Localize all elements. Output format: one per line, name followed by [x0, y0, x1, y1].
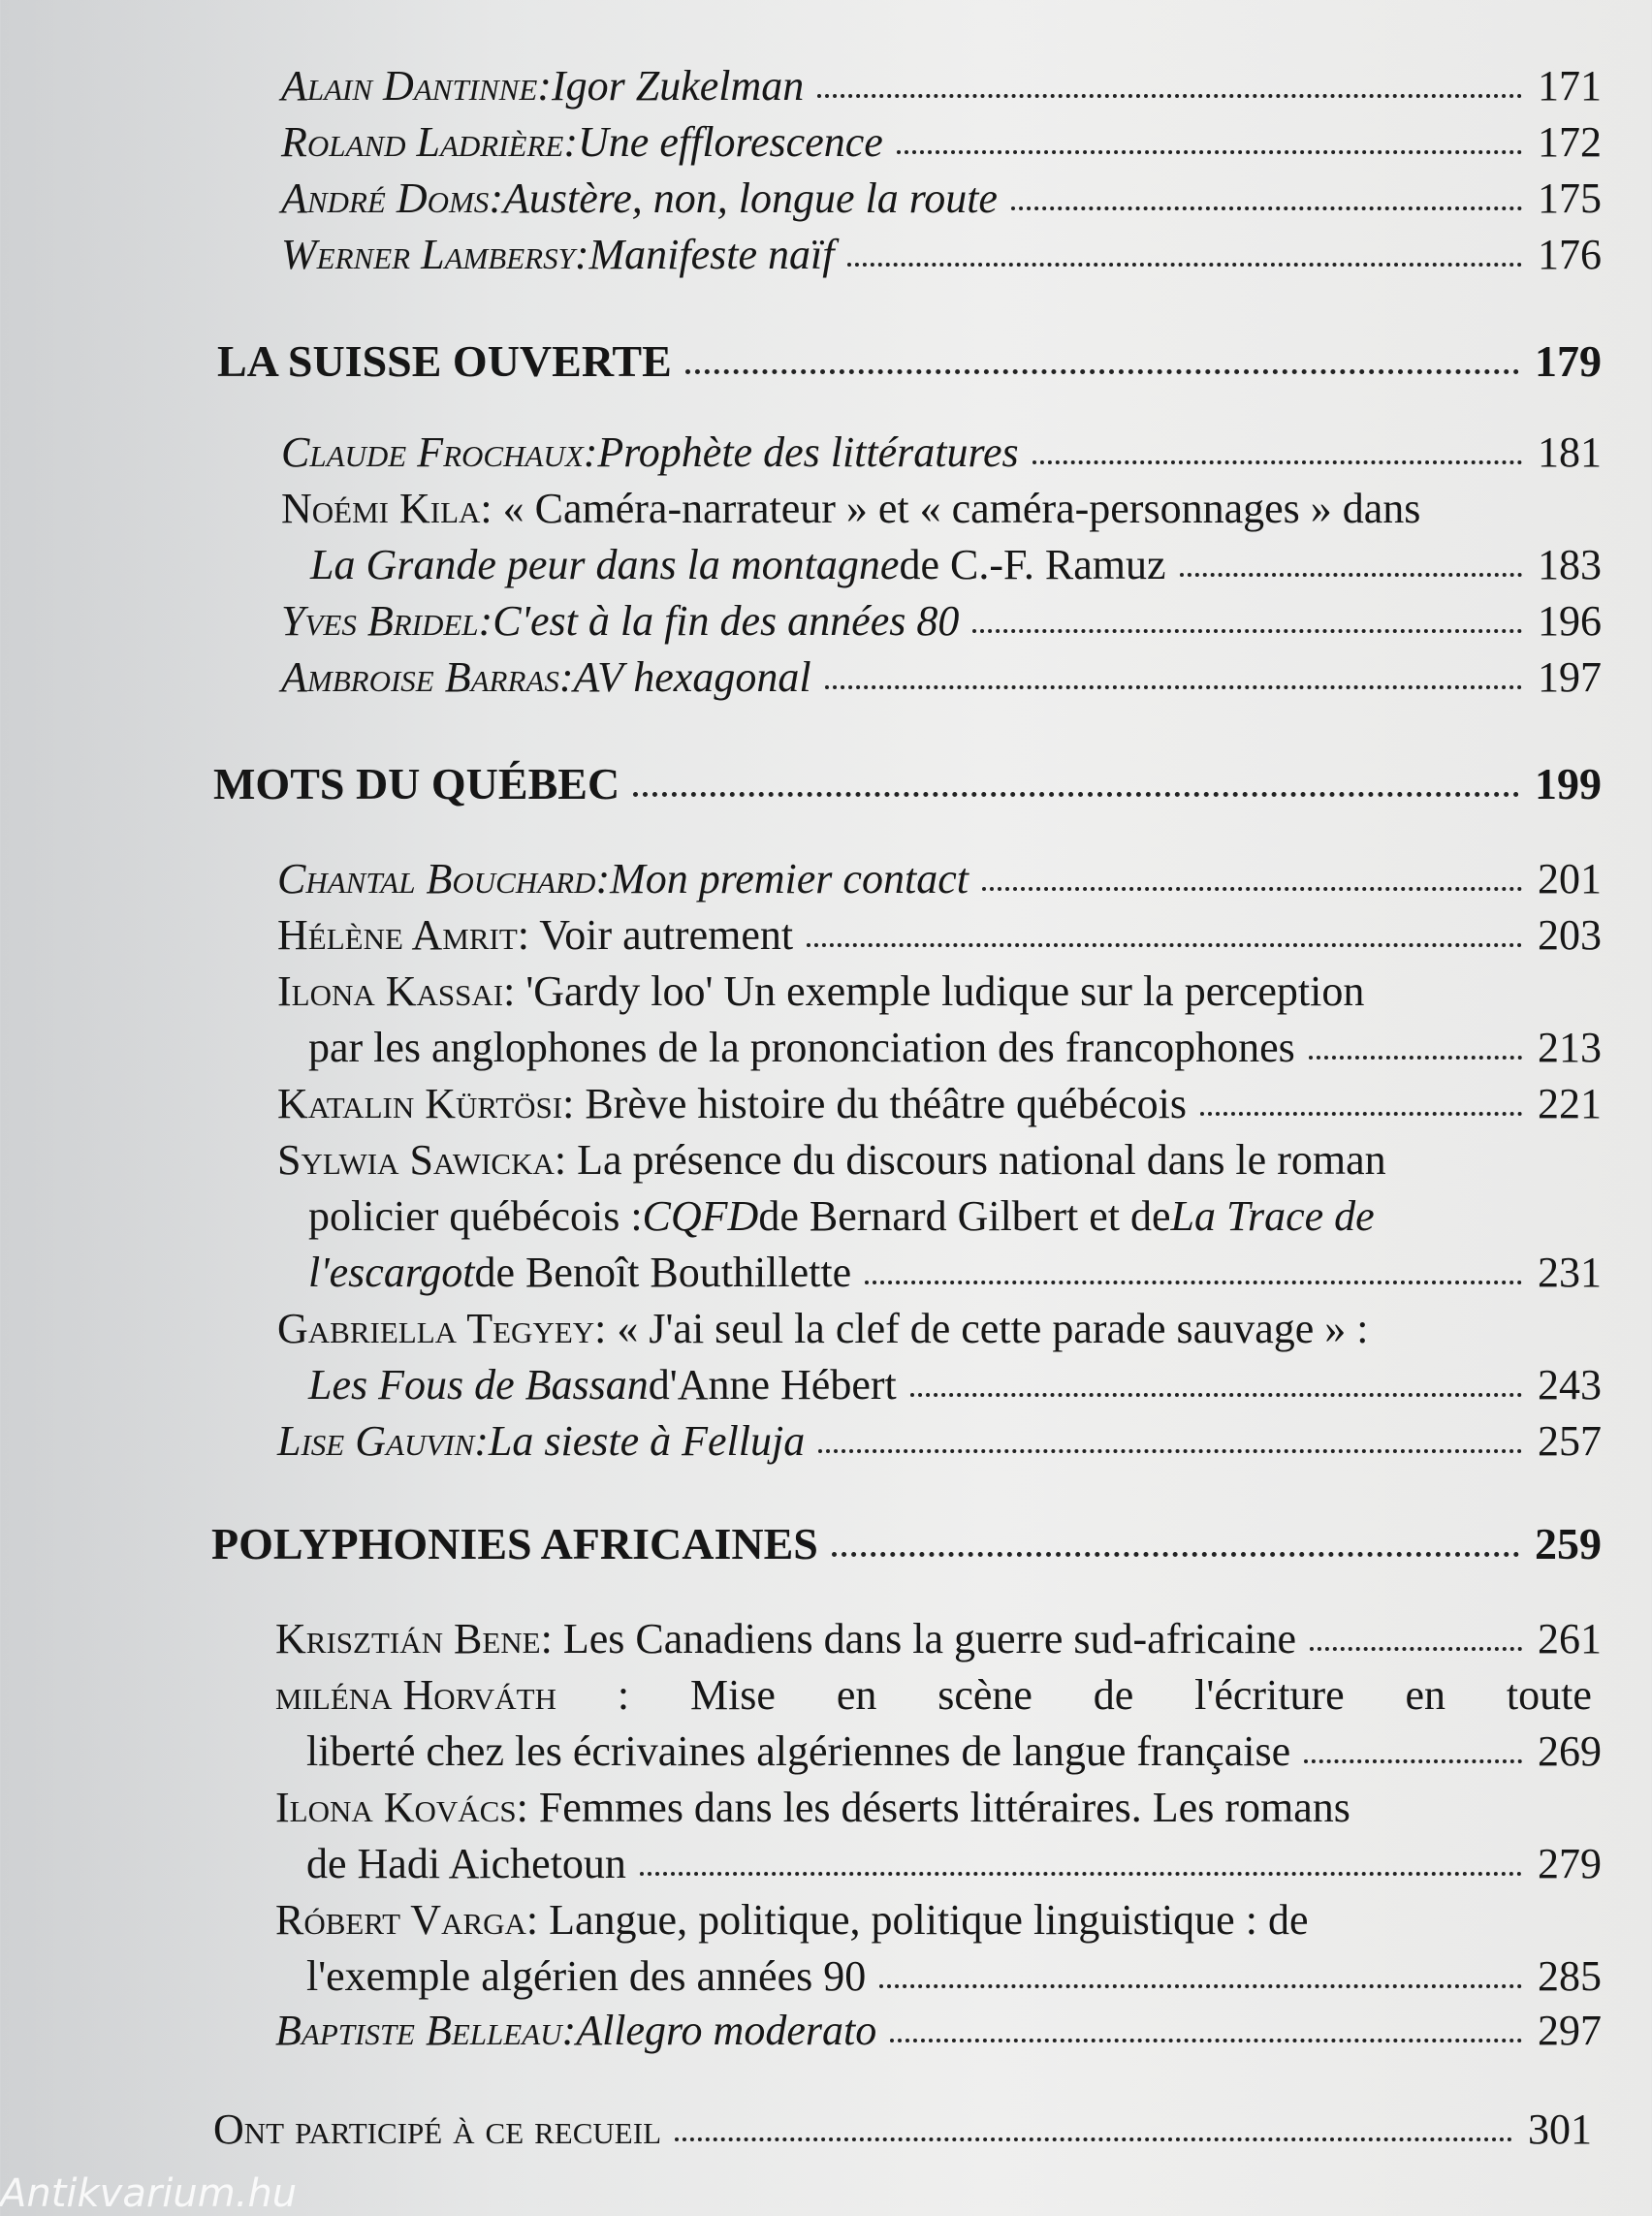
dot-leader — [1200, 1111, 1522, 1116]
entry-text: : Langue, politique, politique linguistique : de — [525, 1896, 1309, 1944]
toc-entry-continuation — [308, 1190, 1602, 1243]
entry-text: : 'Gardy loo' Un exemple ludique sur la perception — [503, 967, 1365, 1015]
entry-text: : « Caméra-narrateur » et « caméra-personnages » dans — [480, 485, 1421, 532]
watermark: Antikvarium.hu — [0, 2171, 298, 2216]
entry-separator: : — [537, 62, 552, 110]
dot-leader — [890, 2038, 1522, 2042]
entry-page-number: 279 — [1538, 1840, 1602, 1887]
entry-title: CQFD — [642, 1192, 759, 1240]
toc-entry — [277, 1415, 1602, 1468]
entry-author: Katalin Kürtösi — [277, 1080, 563, 1127]
entry-title: Prophète des littératures — [597, 428, 1019, 476]
entry-separator: : — [489, 174, 503, 222]
toc-entry — [281, 116, 1602, 169]
entry-text: de C.-F. Ramuz — [899, 541, 1166, 588]
section-heading-quebec — [213, 758, 1602, 810]
entry-author: Sylwia Sawicka — [277, 1136, 555, 1184]
entry-author: Krisztián Bene — [275, 1615, 541, 1662]
section-page-number: 259 — [1535, 1519, 1602, 1568]
entry-page-number: 201 — [1538, 855, 1602, 902]
toc-entry — [277, 1303, 1602, 1355]
entry-author: Roland Ladrière — [281, 118, 564, 166]
entry-author: Lise Gauvin — [277, 1417, 475, 1465]
entry-word: toute — [1506, 1671, 1592, 1719]
toc-entry — [277, 1078, 1602, 1130]
dot-leader — [879, 1983, 1522, 1988]
entry-author: André Doms — [281, 174, 490, 222]
entry-title: Ont participé à ce recueil — [213, 2105, 662, 2153]
toc-entry — [281, 483, 1602, 535]
entry-page-number: 285 — [1538, 1952, 1602, 2000]
toc-entry — [277, 1134, 1602, 1187]
entry-word: en — [836, 1671, 877, 1719]
entry-author: Róbert Varga — [275, 1896, 526, 1944]
dot-leader — [675, 2137, 1512, 2141]
entry-page-number: 213 — [1538, 1024, 1602, 1071]
entry-page-number: 171 — [1538, 62, 1602, 110]
toc-entry — [275, 1782, 1602, 1834]
entry-author: Claude Frochaux — [281, 428, 584, 476]
entry-page-number: 231 — [1538, 1249, 1602, 1296]
toc-entry — [281, 651, 1602, 704]
toc-entry — [277, 909, 1602, 962]
entry-text: de Benoît Bouthillette — [474, 1249, 852, 1296]
section-title: POLYPHONIES AFRICAINES — [211, 1519, 818, 1568]
entry-separator: : — [474, 1417, 489, 1465]
dot-leader — [633, 791, 1519, 797]
dot-leader — [1032, 459, 1522, 464]
entry-word: de — [1093, 1671, 1134, 1719]
entry-title: Igor Zukelman — [551, 62, 805, 110]
entry-page-number: 175 — [1538, 174, 1602, 222]
dot-leader — [910, 1392, 1522, 1397]
entry-text: de Hadi Aichetoun — [306, 1840, 626, 1887]
entry-title: C'est à la fin des années 80 — [492, 597, 960, 645]
dot-leader — [807, 942, 1522, 947]
dot-leader — [832, 1551, 1519, 1557]
toc-entry — [281, 229, 1602, 281]
dot-leader — [982, 886, 1522, 891]
entry-author: Chantal Bouchard — [277, 855, 596, 902]
toc-entry-continuation — [308, 1022, 1602, 1074]
entry-author: Yves Bridel — [281, 597, 479, 645]
entry-author: Hélène Amrit — [277, 911, 518, 959]
dot-leader — [1310, 1646, 1522, 1651]
entry-word: : — [617, 1671, 630, 1719]
entry-author: Alain Dantinne — [281, 62, 538, 110]
entry-title: Une efflorescence — [578, 118, 883, 166]
entry-separator: : — [574, 231, 589, 278]
entry-author: Ilona Kassai — [277, 967, 504, 1015]
dot-leader — [1180, 572, 1522, 577]
entry-text: : Voir autrement — [517, 911, 794, 959]
entry-separator: : — [583, 428, 598, 476]
entry-text: : Les Canadiens dans la guerre sud-africaine — [540, 1615, 1297, 1662]
entry-title: Allegro moderato — [576, 2007, 877, 2054]
section-heading-afrique — [211, 1518, 1602, 1570]
dot-leader — [685, 368, 1519, 374]
section-page-number: 179 — [1535, 336, 1602, 386]
entry-title: La Trace de — [1170, 1192, 1375, 1240]
entry-page-number: 301 — [1528, 2105, 1592, 2153]
entry-word: scène — [937, 1671, 1032, 1719]
entry-author: Ilona Kovács — [275, 1784, 517, 1831]
section-title: MOTS DU QUÉBEC — [213, 759, 620, 808]
entry-author: Ambroise Barras — [281, 653, 559, 701]
dot-leader — [865, 1280, 1522, 1284]
toc-entry — [275, 1894, 1602, 1947]
section-page-number: 199 — [1535, 759, 1602, 808]
toc-entry-continuation — [308, 1359, 1602, 1411]
entry-text: d'Anne Hébert — [648, 1361, 897, 1409]
entry-text: liberté chez les écrivaines algériennes de langue française — [306, 1727, 1291, 1775]
toc-entry-continuation — [308, 1247, 1602, 1299]
entry-title: Les Fous de Bassan — [308, 1361, 649, 1409]
entry-text: l'exemple algérien des années 90 — [306, 1952, 867, 2000]
toc-entry — [275, 2005, 1602, 2057]
entry-text: de Bernard Gilbert et de — [758, 1192, 1171, 1240]
section-title: LA SUISSE OUVERTE — [217, 336, 672, 386]
dot-leader — [847, 262, 1522, 267]
entry-page-number: 197 — [1538, 653, 1602, 701]
entry-page-number: 172 — [1538, 118, 1602, 166]
entry-page-number: 243 — [1538, 1361, 1602, 1409]
dot-leader — [972, 628, 1522, 633]
entry-page-number: 261 — [1538, 1615, 1602, 1662]
toc-entry-contributors — [213, 2104, 1592, 2156]
toc-entry — [281, 60, 1602, 112]
entry-text: par les anglophones de la prononciation des francophones — [308, 1024, 1295, 1071]
dot-leader — [825, 684, 1522, 689]
entry-word: l'écriture — [1194, 1671, 1345, 1719]
entry-page-number: 183 — [1538, 541, 1602, 588]
toc-entry — [277, 966, 1602, 1018]
dot-leader — [1309, 1055, 1522, 1060]
entry-text: : La présence du discours national dans le roman — [554, 1136, 1386, 1184]
dot-leader — [1011, 206, 1522, 210]
entry-separator: : — [561, 2007, 577, 2054]
toc-entry — [281, 595, 1602, 648]
entry-separator: : — [563, 118, 579, 166]
toc-entry — [275, 1613, 1602, 1665]
entry-page-number: 181 — [1538, 428, 1602, 476]
entry-separator: : — [595, 855, 611, 902]
entry-author: Noémi Kila — [281, 485, 481, 532]
toc-entry-continuation — [306, 1950, 1602, 2003]
entry-page-number: 297 — [1538, 2007, 1602, 2054]
entry-text: : Brève histoire du théâtre québécois — [562, 1080, 1187, 1127]
toc-entry — [275, 1669, 1592, 1722]
entry-page-number: 176 — [1538, 231, 1602, 278]
entry-title: l'escargot — [308, 1249, 475, 1296]
dot-leader — [897, 149, 1522, 154]
entry-title: Austère, non, longue la route — [502, 174, 998, 222]
toc-entry-continuation — [306, 1725, 1602, 1778]
entry-page-number: 257 — [1538, 1417, 1602, 1465]
entry-separator: : — [558, 653, 574, 701]
section-heading-suisse — [217, 335, 1602, 388]
entry-page-number: 196 — [1538, 597, 1602, 645]
entry-title: AV hexagonal — [573, 653, 811, 701]
entry-title: Manifeste naïf — [588, 231, 835, 278]
entry-author: miléna Horváth — [275, 1671, 556, 1719]
entry-word: en — [1405, 1671, 1446, 1719]
entry-page-number: 203 — [1538, 911, 1602, 959]
toc-entry — [281, 173, 1602, 225]
entry-text: : « J'ai seul la clef de cette parade sauvage » : — [594, 1305, 1369, 1352]
entry-text: policier québécois : — [308, 1192, 643, 1240]
dot-leader — [817, 93, 1522, 98]
entry-title: La Grande peur dans la montagne — [310, 541, 900, 588]
dot-leader — [818, 1448, 1522, 1453]
toc-entry-continuation — [306, 1838, 1602, 1890]
dot-leader — [1304, 1758, 1522, 1763]
entry-author: Baptiste Belleau — [275, 2007, 562, 2054]
toc-entry — [277, 853, 1602, 905]
entry-separator: : — [478, 597, 493, 645]
toc-entry-continuation — [310, 539, 1602, 591]
toc-entry — [281, 427, 1602, 479]
entry-word: Mise — [689, 1671, 776, 1719]
entry-title: Mon premier contact — [610, 855, 969, 902]
entry-page-number: 221 — [1538, 1080, 1602, 1127]
dot-leader — [640, 1871, 1522, 1876]
entry-page-number: 269 — [1538, 1727, 1602, 1775]
entry-author: Gabriella Tegyey — [277, 1305, 595, 1352]
entry-title: La sieste à Felluja — [488, 1417, 806, 1465]
entry-author: Werner Lambersy — [281, 231, 575, 278]
entry-text: : Femmes dans les déserts littéraires. Les romans — [516, 1784, 1350, 1831]
